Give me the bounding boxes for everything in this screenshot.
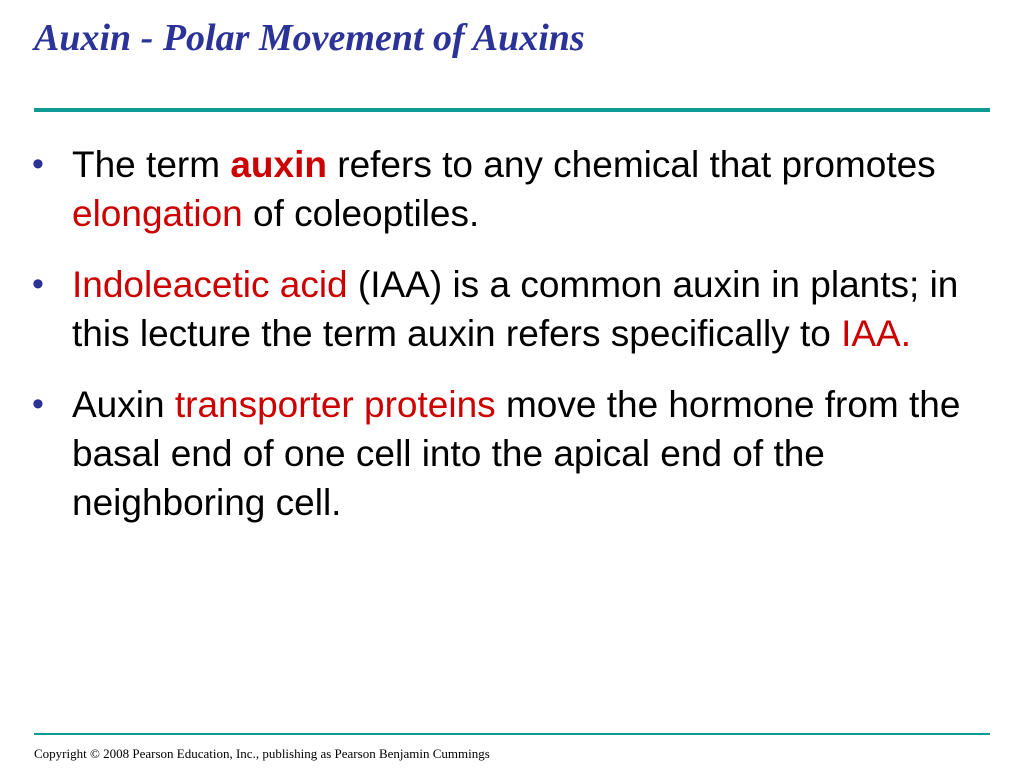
- highlight-term: auxin: [230, 144, 327, 185]
- bullet-text: Auxin: [72, 384, 175, 425]
- highlight-term: IAA.: [841, 313, 912, 354]
- slide-title: Auxin - Polar Movement of Auxins: [34, 17, 585, 59]
- bullet-marker: •: [32, 265, 44, 303]
- bullet-marker: •: [32, 385, 44, 423]
- copyright-footer: Copyright © 2008 Pearson Education, Inc., publishing as Pearson Benjamin Cummings: [34, 746, 490, 761]
- bullet-item-transporters: [30, 380, 980, 527]
- bullet-marker: •: [32, 145, 44, 183]
- bullet-text: move the hormone from the basal end of one cell into the apical end of the neighboring cell.: [72, 384, 961, 523]
- highlight-term: Indoleacetic acid: [72, 264, 348, 305]
- bullet-item-auxin-definition: [30, 140, 980, 238]
- bullet-item-iaa: [30, 260, 980, 358]
- highlight-term: transporter proteins: [174, 384, 496, 425]
- title-divider: [34, 108, 990, 112]
- bullet-list: [30, 140, 980, 549]
- bullet-text: (IAA) is a common auxin in plants; in this lecture the term auxin refers specifically to: [72, 264, 959, 354]
- bullet-text: refers to any chemical that promotes: [326, 144, 936, 185]
- bullet-text: The term: [72, 144, 231, 185]
- highlight-term: elongation: [72, 193, 243, 234]
- bullet-text: of coleoptiles.: [242, 193, 480, 234]
- footer-divider: [34, 733, 990, 735]
